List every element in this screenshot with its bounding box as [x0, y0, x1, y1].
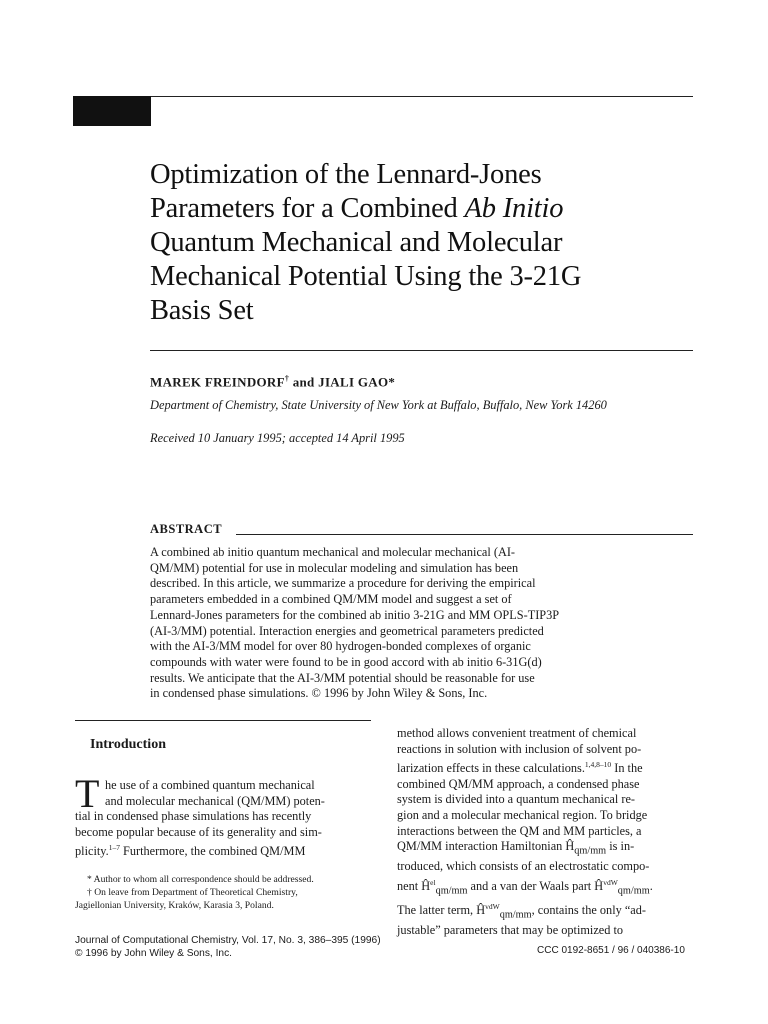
abstract-body: A combined ab initio quantum mechanical and molecular mechanical (AI- QM/MM) potential for use in molecular modeling and simulation has been described. In this article, we summarize a procedure for deriving the empirical parameters embedded in a combined QM/MM model and suggest a set of Lennard-Jones parameters for the combined ab initio 3-21G and MM OPLS-TIP3P (AI-3/MM) potential. Interaction energies and geometrical parameters predicted with the AI-3/MM model for over 80 hydrogen-bonded complexes of organic compounds with water were found to be in good accord with ab initio 6-31G(d) results. We anticipate that the AI-3/MM potential should be reasonable for use in condensed phase simulations. © 1996 by John Wiley & Sons, Inc. [150, 545, 560, 701]
abstract-rule [236, 534, 693, 535]
affiliation: Department of Chemistry, State University of New York at Buffalo, Buffalo, New York 14260 [150, 398, 607, 412]
intro-rule [75, 720, 371, 721]
drop-cap: T [75, 771, 100, 816]
article-title [150, 158, 710, 328]
title-line-1: Optimization of the Lennard-Jones [150, 159, 542, 190]
journal-citation: Journal of Computational Chemistry, Vol. 17, No. 3, 386–395 (1996) © 1996 by John Wiley & Sons, Inc. [75, 935, 381, 959]
ccc-code: CCC 0192-8651 / 96 / 040386-10 [537, 945, 685, 956]
right-column-body: method allows convenient treatment of chemical reactions in solution with inclusion of solvent po- larization effects in these calculations.$^{1,4,8-10}$ In the combined QM/MM approach, a condensed phase system is divided into a quantum mechanical re- gion and a molecular mechanical region. To bridge interactions between the QM and MM particles, a QM/MM interaction Hamiltonian $Ĥ_{qm/mm}$ is in- troduced, which consists of an electrostatic compo- nent $Ĥ^{el}_{qm/mm}$ and a van der Waals part $Ĥ^{vdW}_{qm/mm}$. The latter term, $Ĥ^{vdW}_{qm/mm}$, contains the only “ad- justable” parameters that may be optimized to [397, 726, 653, 938]
black-tab-mark [73, 96, 151, 126]
authors: MAREK FREINDORF† and JIALI GAO* [150, 374, 396, 390]
title-line-5: Basis Set [150, 295, 254, 326]
intro-heading: Introduction [90, 737, 166, 752]
title-line-2: Parameters for a Combined Ab Initio [150, 193, 564, 224]
footnote-author: * Author to whom all correspondence should be addressed. [87, 874, 314, 885]
title-rule [150, 350, 693, 351]
footnotes [75, 873, 375, 912]
received-dates: Received 10 January 1995; accepted 14 April 1995 [150, 431, 405, 445]
title-line-3: Quantum Mechanical and Molecular [150, 227, 563, 258]
top-rule [151, 96, 693, 97]
title-line-4: Mechanical Potential Using the 3-21G [150, 261, 582, 292]
intro-body: he use of a combined quantum mechanical and molecular mechanical (QM/MM) poten- tial in condensed phase simulations has recently become popular because of its generality and sim- plicity.$^{1-7}$ Furthermore, the combined QM/MM [75, 778, 325, 859]
abstract-heading: ABSTRACT [150, 522, 223, 536]
footnote-leave: † On leave from Department of Theoretical Chemistry, [87, 887, 298, 898]
footnote-leave-cont: Jagiellonian University, Kraków, Karasia 3, Poland. [75, 900, 274, 911]
